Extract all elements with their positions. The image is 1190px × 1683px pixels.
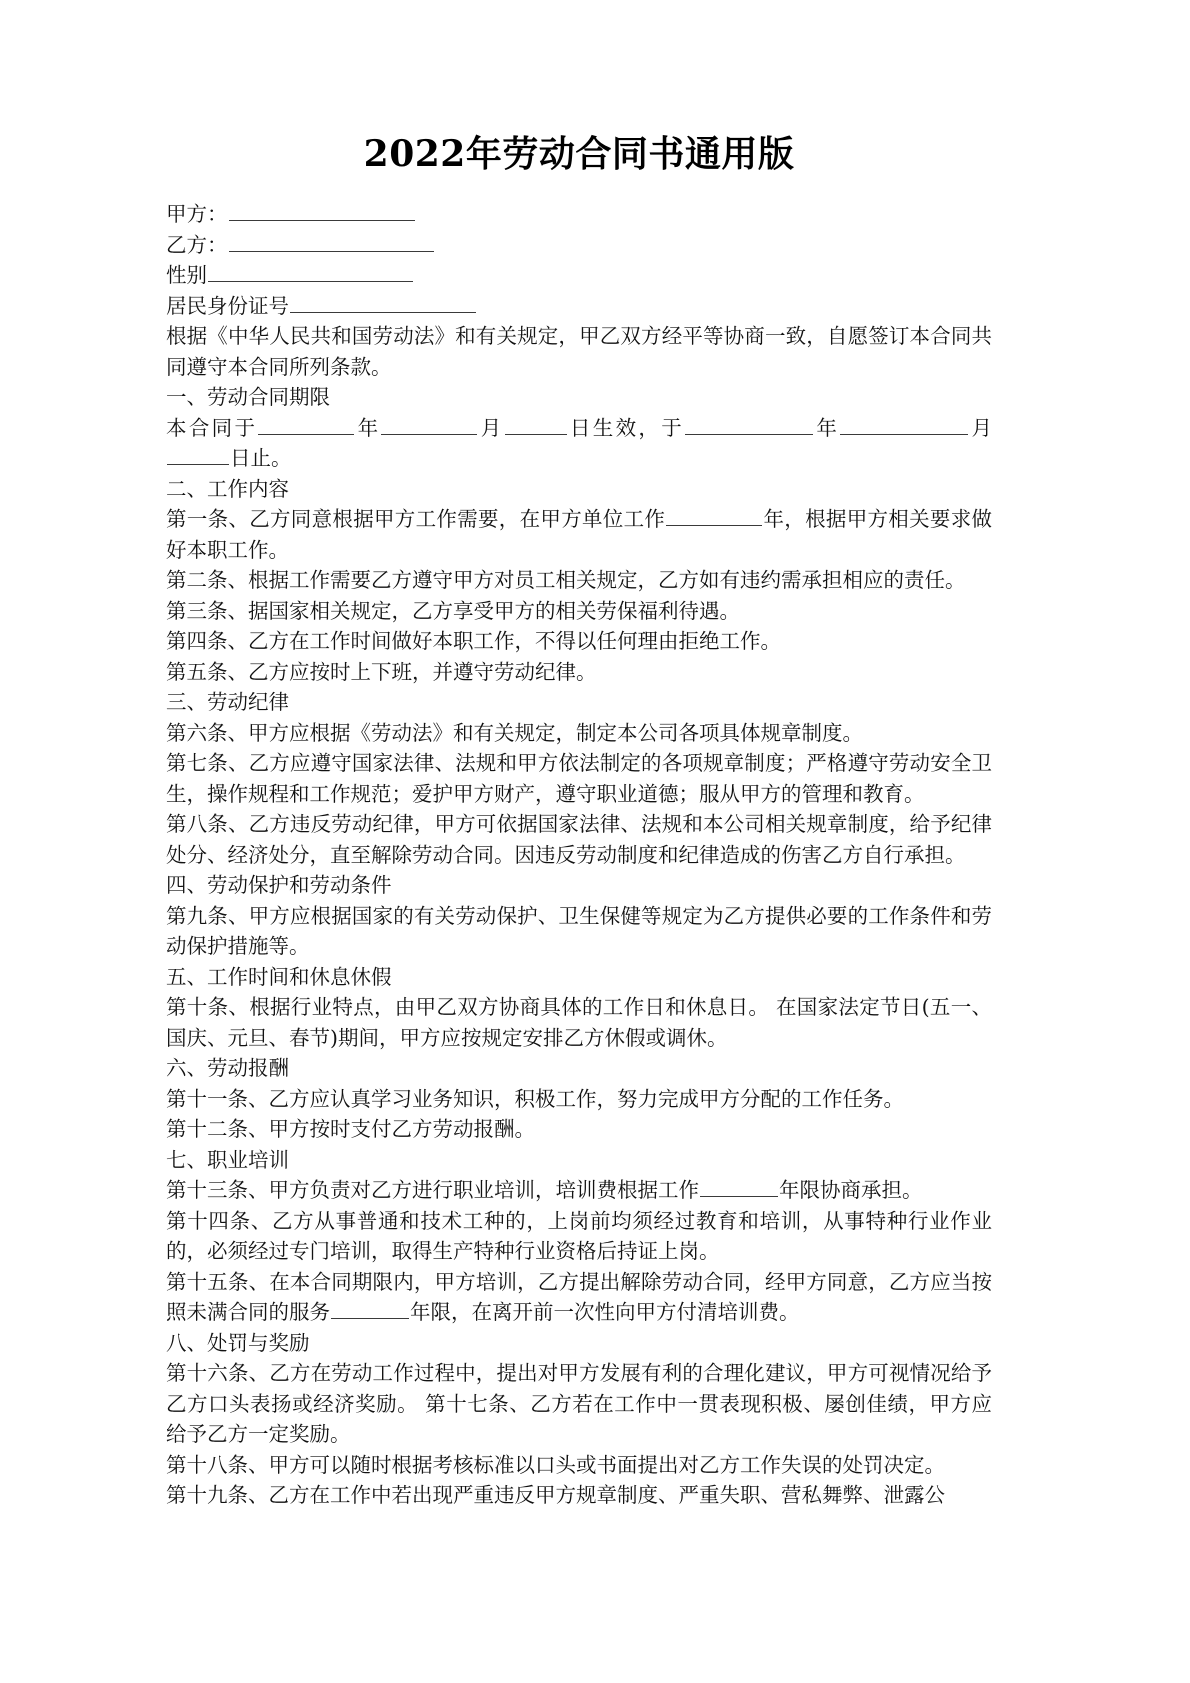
date-blank[interactable] [685, 415, 813, 435]
article-paragraph: 第十八条、甲方可以随时根据考核标准以口头或书面提出对乙方工作失误的处罚决定。 [166, 1452, 945, 1477]
section-heading: 五、工作时间和休息休假 [166, 964, 392, 989]
article-paragraph: 第十四条、乙方从事普通和技术工种的，上岗前均须经过教育和培训，从事特种行业作业的，必须经过专门培训，取得生产特种行业资格后持证上岗。 [166, 1208, 992, 1263]
inline-blank[interactable] [700, 1177, 778, 1197]
text-run: 本合同于 [166, 415, 258, 440]
section-heading: 一、劳动合同期限 [166, 385, 330, 409]
section-heading: 三、劳动纪律 [166, 690, 289, 714]
header-field-row [166, 199, 992, 230]
text-run: 年 [814, 415, 840, 440]
text-run: 日止。 [230, 446, 292, 470]
text-run: 年，根据甲方相关要求做好本职工作。 [166, 507, 993, 562]
header-field-label: 甲方： [166, 202, 228, 226]
text-run: 年限，在离开前一次性向甲方付清培训费。 [410, 1300, 800, 1324]
article-paragraph: 第二条、根据工作需要乙方遵守甲方对员工相关规定，乙方如有违约需承担相应的责任。 [166, 568, 966, 592]
section-heading: 六、劳动报酬 [166, 1056, 289, 1080]
article-paragraph: 第七条、乙方应遵守国家法律、法规和甲方依法制定的各项规章制度；严格遵守劳动安全卫生，操作规程和工作规范；爱护甲方财产，遵守职业道德；服从甲方的管理和教育。 [166, 751, 992, 806]
inline-blank[interactable] [666, 506, 762, 526]
article-paragraph: 第十条、根据行业特点，由甲乙双方协商具体的工作日和休息日。 在国家法定节日(五一、国庆、元旦、春节)期间，甲方应按规定安排乙方休假或调休。 [166, 995, 992, 1050]
section-heading: 四、劳动保护和劳动条件 [166, 873, 392, 897]
section-heading: 二、工作内容 [166, 476, 289, 501]
article-paragraph: 第九条、甲方应根据国家的有关劳动保护、卫生保健等规定为乙方提供必要的工作条件和劳动保护措施等。 [166, 903, 992, 958]
article-paragraph: 第八条、乙方违反劳动纪律，甲方可依据国家法律、法规和本公司相关规章制度，给予纪律处分、经济处分，直至解除劳动合同。因违反劳动制度和纪律造成的伤害乙方自行承担。 [166, 812, 992, 867]
header-fields-block [166, 199, 992, 321]
article-paragraph: 第四条、乙方在工作时间做好本职工作，不得以任何理由拒绝工作。 [166, 629, 781, 653]
section-heading: 八、处罚与奖励 [166, 1330, 310, 1355]
header-field-blank[interactable] [290, 293, 476, 313]
date-blank[interactable] [505, 415, 567, 435]
header-field-row [166, 230, 992, 261]
date-blank[interactable] [167, 445, 229, 465]
header-field-blank[interactable] [229, 232, 434, 252]
article-paragraph: 第三条、据国家相关规定，乙方享受甲方的相关劳保福利待遇。 [166, 598, 740, 623]
date-blank[interactable] [258, 415, 354, 435]
text-run: 日生效，于 [567, 415, 685, 440]
header-field-label: 居民身份证号 [166, 293, 289, 318]
article-paragraph [166, 504, 992, 565]
text-run: 月 [478, 415, 504, 440]
text-run: 第十三条、甲方负责对乙方进行职业培训，培训费根据工作 [166, 1178, 699, 1202]
text-run: 第十五条、在本合同期限内，甲方培训，乙方提出解除劳动合同，经甲方同意，乙方应当按照未满合同的服务 [166, 1269, 992, 1324]
article-paragraph: 第十九条、乙方在工作中若出现严重违反甲方规章制度、严重失职、营私舞弊、泄露公 [166, 1483, 945, 1507]
article-paragraph [166, 1175, 992, 1206]
header-field-blank[interactable] [208, 262, 413, 282]
inline-blank[interactable] [331, 1299, 409, 1319]
header-field-label: 性别 [166, 263, 207, 287]
date-blank[interactable] [840, 415, 968, 435]
article-paragraph: 第十二条、甲方按时支付乙方劳动报酬。 [166, 1117, 535, 1141]
article-paragraph [166, 1267, 992, 1328]
section-heading: 七、职业培训 [166, 1147, 289, 1172]
article-paragraph: 第十一条、乙方应认真学习业务知识，积极工作，努力完成甲方分配的工作任务。 [166, 1086, 904, 1111]
article-paragraph: 第五条、乙方应按时上下班，并遵守劳动纪律。 [166, 659, 597, 684]
header-field-row [166, 260, 992, 291]
document-body [166, 321, 992, 1511]
text-run: 年限协商承担。 [779, 1178, 923, 1202]
document-content [166, 132, 992, 1511]
contract-date-line [166, 413, 992, 474]
text-run: 第一条、乙方同意根据甲方工作需要，在甲方单位工作 [166, 507, 666, 531]
header-field-row [166, 291, 992, 322]
text-run: 年 [355, 415, 381, 440]
page-title: 2022年劳动合同书通用版 [363, 133, 795, 175]
header-field-label: 乙方： [166, 232, 228, 257]
article-paragraph: 第六条、甲方应根据《劳动法》和有关规定，制定本公司各项具体规章制度。 [166, 720, 863, 745]
preamble-paragraph: 根据《中华人民共和国劳动法》和有关规定，甲乙双方经平等协商一致，自愿签订本合同共同遵守本合同所列条款。 [166, 324, 992, 379]
text-run: 月 [969, 415, 993, 440]
header-field-blank[interactable] [229, 201, 415, 221]
article-paragraph: 第十六条、乙方在劳动工作过程中，提出对甲方发展有利的合理化建议，甲方可视情况给予乙方口头表扬或经济奖励。 第十七条、乙方若在工作中一贯表现积极、屡创佳绩，甲方应给予乙方一定奖励。 [166, 1361, 992, 1446]
date-blank[interactable] [381, 415, 477, 435]
